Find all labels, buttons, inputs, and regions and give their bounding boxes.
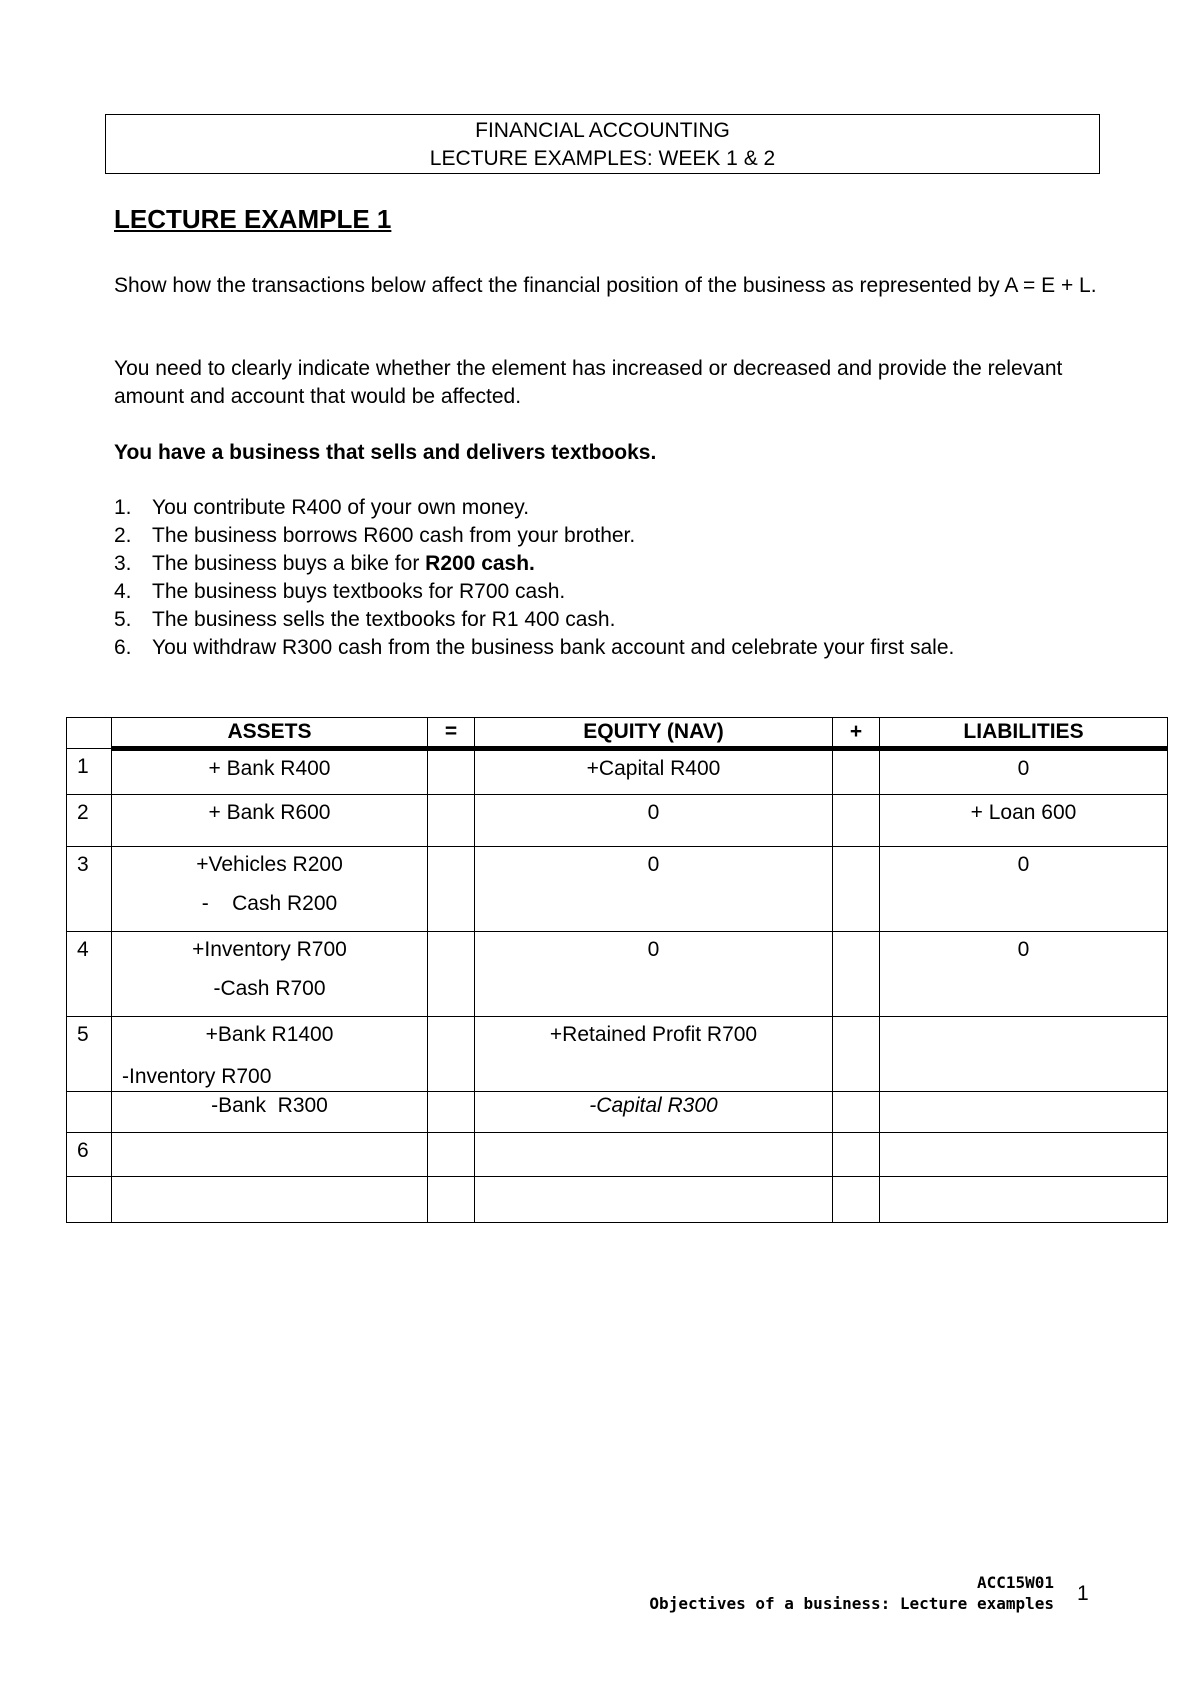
row-number: 2 xyxy=(77,801,89,824)
table-row xyxy=(67,1017,1168,1092)
assets-cell-secondary: - Cash R200 xyxy=(201,892,338,915)
equity-cell xyxy=(475,1133,832,1137)
transaction-number: 1. xyxy=(114,496,132,519)
assets-cell: -Bank R300 xyxy=(211,1094,328,1117)
equity-cell: 0 xyxy=(647,938,660,961)
page-footer xyxy=(649,1572,1054,1614)
assets-cell: + Bank R600 xyxy=(208,801,331,824)
row-number: 5 xyxy=(77,1023,89,1046)
transaction-number: 6. xyxy=(114,636,132,659)
course-code: ACC15W01 xyxy=(976,1573,1054,1592)
assets-cell: +Bank R1400 xyxy=(205,1023,334,1046)
lecture-subtitle: LECTURE EXAMPLES: WEEK 1 & 2 xyxy=(429,147,776,170)
header-equity: EQUITY (NAV) xyxy=(475,718,833,749)
header-plus: + xyxy=(833,718,880,749)
header-assets: ASSETS xyxy=(112,718,428,749)
transaction-text: The business sells the textbooks for R1 400 cash. xyxy=(152,608,616,631)
table-row xyxy=(67,749,1168,795)
transaction-text: The business borrows R600 cash from your brother. xyxy=(152,524,636,547)
transaction-item xyxy=(114,522,954,550)
instruction-paragraph-2: You need to clearly indicate whether the element has increased or decreased and provide the relevant amount and account that would be affected. xyxy=(114,357,1063,408)
transaction-item xyxy=(114,494,954,522)
liabilities-cell xyxy=(880,1133,1167,1137)
transaction-list xyxy=(114,494,954,662)
course-title: FINANCIAL ACCOUNTING xyxy=(475,119,730,142)
transaction-number: 3. xyxy=(114,552,132,575)
row-number: 1 xyxy=(77,755,89,778)
equity-cell: 0 xyxy=(647,801,660,824)
scenario-statement: You have a business that sells and delivers textbooks. xyxy=(114,441,657,464)
transaction-item xyxy=(114,578,954,606)
equity-cell: +Capital R400 xyxy=(586,757,721,780)
table-row xyxy=(67,795,1168,847)
row-number: 4 xyxy=(77,938,89,961)
transaction-text: You withdraw R300 cash from the business bank account and celebrate your first sale. xyxy=(152,636,955,659)
assets-cell: +Inventory R700 xyxy=(192,938,347,961)
instruction-paragraph-1: Show how the transactions below affect the financial position of the business as represented by A = E + L. xyxy=(114,274,1097,297)
table-total-row xyxy=(67,1177,1168,1223)
table-row xyxy=(67,1133,1168,1177)
assets-cell: + Bank R400 xyxy=(208,757,331,780)
table-row xyxy=(67,932,1168,1017)
assets-cell-secondary: -Inventory R700 xyxy=(122,1065,272,1088)
document-title-box xyxy=(105,114,1100,174)
table-row xyxy=(67,847,1168,932)
transaction-item xyxy=(114,634,954,662)
transaction-item xyxy=(114,606,954,634)
transaction-item xyxy=(114,550,954,578)
equity-cell: -Capital R300 xyxy=(589,1094,718,1117)
assets-cell xyxy=(112,1133,427,1137)
header-blank xyxy=(67,718,112,749)
transaction-emphasis: R200 cash. xyxy=(425,552,535,575)
table-row xyxy=(67,1092,1168,1133)
liabilities-cell xyxy=(880,1092,1167,1096)
header-liabilities: LIABILITIES xyxy=(880,718,1168,749)
table-header-row xyxy=(67,718,1168,749)
footer-subtitle: Objectives of a business: Lecture examples xyxy=(649,1594,1054,1613)
liabilities-cell: 0 xyxy=(1017,938,1030,961)
transaction-text: The business buys textbooks for R700 cash. xyxy=(152,580,566,603)
transaction-number: 5. xyxy=(114,608,132,631)
assets-cell-secondary: -Cash R700 xyxy=(213,977,326,1000)
row-number xyxy=(77,1092,111,1096)
row-number: 6 xyxy=(77,1139,89,1162)
equity-cell: 0 xyxy=(647,853,660,876)
page-number: 1 xyxy=(1077,1582,1089,1605)
example-heading: LECTURE EXAMPLE 1 xyxy=(114,204,392,234)
header-equals: = xyxy=(428,718,475,749)
accounting-equation-table xyxy=(66,717,1168,1223)
liabilities-cell: 0 xyxy=(1017,757,1030,780)
liabilities-cell: 0 xyxy=(1017,853,1030,876)
equity-cell: +Retained Profit R700 xyxy=(549,1023,758,1046)
transaction-text: You contribute R400 of your own money. xyxy=(152,496,530,519)
transaction-number: 4. xyxy=(114,580,132,603)
transaction-number: 2. xyxy=(114,524,132,547)
transaction-text: The business buys a bike for xyxy=(152,552,426,575)
liabilities-cell: + Loan 600 xyxy=(970,801,1077,824)
assets-cell: +Vehicles R200 xyxy=(196,853,343,876)
row-number: 3 xyxy=(77,853,89,876)
liabilities-cell xyxy=(880,1017,1167,1021)
